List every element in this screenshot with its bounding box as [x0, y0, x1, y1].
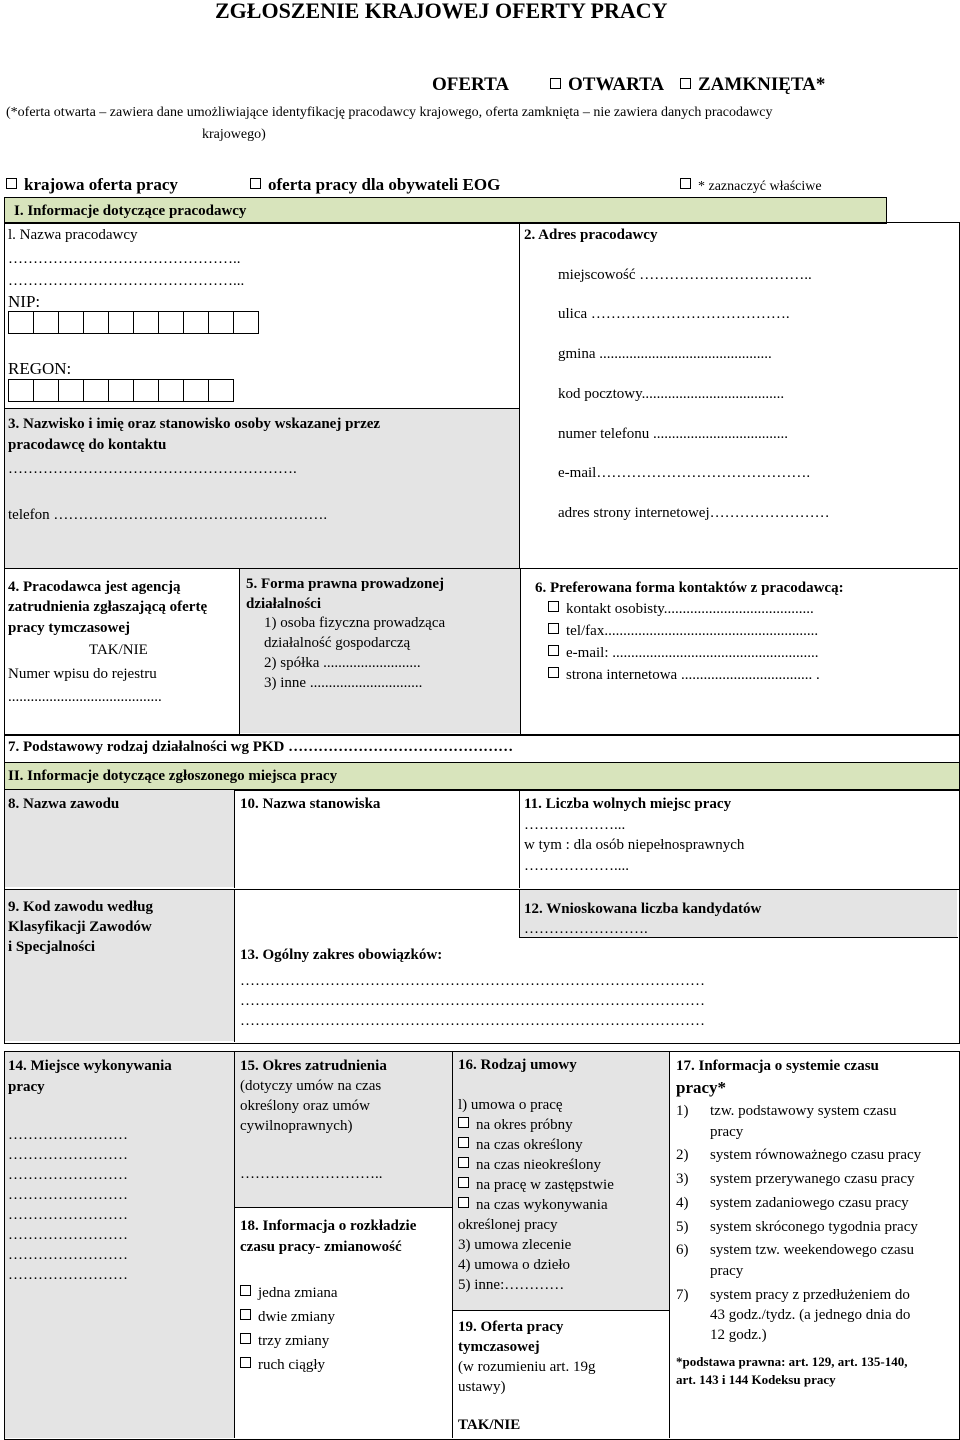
pkd-label[interactable]: 7. Podstawowy rodzaj działalności wg PKD ………………………………………	[8, 739, 514, 755]
work-place-label: pracy	[8, 1079, 45, 1095]
occupation-code-label[interactable]: 9. Kod zawodu według	[8, 899, 154, 915]
mark-note	[680, 177, 822, 196]
divider	[234, 1207, 452, 1208]
employer-address-label: 2. Adres pracodawcy	[524, 227, 658, 243]
duties-dots[interactable]: …………………………………………………………………………………	[240, 993, 705, 1009]
contact-pref-label: 6. Preferowana forma kontaktów z pracodawcą:	[535, 580, 844, 596]
address-city[interactable]: miejscowość ……………………………..	[558, 267, 812, 283]
agency-label: pracy tymczasowej	[8, 620, 131, 636]
shift-label: trzy zmiany	[258, 1333, 330, 1349]
checkbox[interactable]	[240, 1333, 251, 1344]
offer-note-line2: krajowego)	[202, 127, 266, 142]
duties-dots[interactable]: …………………………………………………………………………………	[240, 973, 705, 989]
contract-label: na czas nieokreślony	[476, 1157, 601, 1173]
item-number: 4)	[676, 1195, 689, 1211]
divider	[519, 222, 520, 568]
contract-mandate[interactable]: 3) umowa zlecenie	[458, 1237, 572, 1253]
work-place-dots[interactable]: ……………………	[8, 1187, 128, 1203]
item-label: 12 godz.)	[710, 1327, 767, 1343]
shift-info-label: czasu pracy- zmianowość	[240, 1239, 402, 1255]
vacancies-disabled-label: w tym : dla osób niepełnosprawnych	[524, 837, 745, 853]
employment-period-label: 15. Okres zatrudnienia	[240, 1058, 387, 1074]
vacancies-dots[interactable]: ………………...	[524, 817, 626, 833]
checkbox[interactable]	[240, 1285, 251, 1296]
divider	[239, 568, 240, 734]
divider	[234, 889, 235, 1042]
item-label: system skróconego tygodnia pracy	[710, 1219, 918, 1235]
checkbox-personal[interactable]	[548, 601, 559, 612]
legal-form-option3[interactable]: 3) inne ..............................	[264, 675, 423, 691]
mark-note-label: * zaznaczyć właściwe	[698, 179, 822, 194]
work-time-label: pracy*	[676, 1078, 727, 1097]
checkbox-phone[interactable]	[548, 623, 559, 634]
contract-indefinite[interactable]	[458, 1156, 601, 1175]
checkbox[interactable]	[458, 1177, 469, 1188]
item-label: system równoważnego czasu pracy	[710, 1147, 922, 1163]
pref-label: strona internetowa ................................... .	[566, 667, 820, 683]
employer-name-label: l. Nazwa pracodawcy	[8, 227, 138, 243]
divider	[519, 889, 520, 937]
checkbox-domestic[interactable]	[6, 178, 17, 189]
pref-label: e-mail: .......................................................	[566, 645, 819, 661]
item-number: 1)	[676, 1103, 689, 1119]
profession-label[interactable]: 8. Nazwa zawodu	[8, 796, 120, 812]
contract-work[interactable]: 4) umowa o dzieło	[458, 1257, 571, 1273]
work-place-dots[interactable]: ……………………	[8, 1167, 128, 1183]
contact-person-label: 3. Nazwisko i imię oraz stanowisko osoby wskazanej przez	[8, 416, 381, 432]
work-place-dots[interactable]: ……………………	[8, 1247, 128, 1263]
closed-label: ZAMKNIĘTA*	[698, 74, 826, 95]
legal-form-option2[interactable]: 2) spółka ..........................	[264, 655, 421, 671]
nip-cells[interactable]	[8, 311, 258, 334]
temp-offer-note: ustawy)	[458, 1379, 506, 1395]
divider	[669, 1051, 670, 1438]
duties-label: 13. Ogólny zakres obowiązków:	[240, 947, 443, 963]
page-title: ZGŁOSZENIE KRAJOWEJ OFERTY PRACY	[215, 0, 668, 23]
checkbox-closed[interactable]	[680, 78, 691, 89]
divider	[520, 568, 521, 734]
checkbox[interactable]	[458, 1117, 469, 1128]
agency-register-dots[interactable]: .........................................	[8, 689, 162, 705]
shift-label: ruch ciągły	[258, 1357, 326, 1373]
item-label: pracy	[710, 1124, 744, 1140]
vacancies-disabled-dots[interactable]: ………………....	[524, 858, 629, 874]
row-8-11	[4, 789, 960, 890]
shift-info-label: 18. Informacja o rozkładzie	[240, 1218, 417, 1234]
item-label: pracy	[710, 1263, 744, 1279]
employment-period-note: cywilnoprawnych)	[240, 1118, 353, 1134]
offer-label: OFERTA	[432, 74, 510, 95]
position-label[interactable]: 10. Nazwa stanowiska	[240, 796, 381, 812]
temp-offer-label: tymczasowej	[458, 1339, 540, 1355]
work-place-dots[interactable]: ……………………	[8, 1127, 128, 1143]
shift-option-continuous[interactable]	[240, 1356, 325, 1375]
contract-type-label: 16. Rodzaj umowy	[458, 1057, 577, 1073]
shift-option-one[interactable]	[240, 1284, 338, 1303]
candidates-label: 12. Wnioskowana liczba kandydatów	[524, 901, 762, 917]
contract-employment[interactable]: l) umowa o pracę	[458, 1097, 563, 1113]
item-number: 3)	[676, 1171, 689, 1187]
address-postal[interactable]: kod pocztowy......................................	[558, 386, 785, 402]
checkbox[interactable]	[458, 1137, 469, 1148]
contact-pref-personal[interactable]	[548, 600, 814, 619]
checkbox[interactable]	[240, 1309, 251, 1320]
divider	[519, 789, 520, 888]
divider	[234, 789, 235, 888]
section1-title: I. Informacje dotyczące pracodawcy	[14, 203, 247, 219]
item-label: 43 godz./tydz. (a jednego dnia do	[710, 1307, 911, 1323]
item-label: system pracy z przedłużeniem do	[710, 1287, 910, 1303]
regon-cells[interactable]	[8, 379, 233, 402]
item-number: 7)	[676, 1287, 689, 1303]
nip-label: NIP:	[8, 292, 41, 311]
candidates-dots[interactable]: …………………….	[524, 921, 648, 937]
address-website[interactable]: adres strony internetowej……………………	[558, 505, 830, 521]
work-time-label: 17. Informacja o systemie czasu	[676, 1058, 879, 1074]
item-label: system tzw. weekendowego czasu	[710, 1242, 914, 1258]
item-label: system zadaniowego czasu pracy	[710, 1195, 909, 1211]
open-label: OTWARTA	[568, 74, 665, 95]
contact-pref-phone[interactable]	[548, 622, 818, 641]
item-number: 2)	[676, 1147, 689, 1163]
eog-offer-label: oferta pracy dla obywateli EOG	[268, 175, 501, 194]
work-place-dots[interactable]: ……………………	[8, 1207, 128, 1223]
checkbox-open[interactable]	[550, 78, 561, 89]
employer-name-dots[interactable]: ………………………………………..	[8, 251, 241, 267]
checkbox[interactable]	[458, 1157, 469, 1168]
work-place-dots[interactable]: ……………………	[8, 1227, 128, 1243]
domestic-offer-label: krajowa oferta pracy	[24, 175, 178, 194]
contract-label: na czas określony	[476, 1137, 583, 1153]
shift-label: jedna zmiana	[258, 1285, 338, 1301]
offer-closed-option[interactable]	[680, 74, 825, 96]
occupation-code-label[interactable]: i Specjalności	[8, 939, 96, 955]
legal-form-option1[interactable]: 1) osoba fizyczna prowadząca	[264, 615, 446, 631]
contract-label: na pracę w zastępstwie	[476, 1177, 614, 1193]
agency-register-label: Numer wpisu do rejestru	[8, 666, 157, 682]
employer-name-dots[interactable]: ………………………………………...	[8, 273, 245, 289]
checkbox-website[interactable]	[548, 667, 559, 678]
employment-period-note: określony oraz umów	[240, 1098, 370, 1114]
employment-period-note: (dotyczy umów na czas	[240, 1078, 382, 1094]
contract-trial[interactable]	[458, 1116, 573, 1135]
divider	[452, 1051, 453, 1438]
legal-basis-note: art. 143 i 144 Kodeksu pracy	[676, 1372, 836, 1387]
address-email[interactable]: e-mail…………………………………….	[558, 465, 811, 481]
temp-offer-label: 19. Oferta pracy	[458, 1319, 564, 1335]
work-place-dots[interactable]: ……………………	[8, 1147, 128, 1163]
divider	[234, 1051, 235, 1438]
legal-form-label: 5. Forma prawna prowadzonej	[246, 576, 445, 592]
item-label: system przerywanego czasu pracy	[710, 1171, 915, 1187]
eog-offer-option[interactable]	[250, 175, 500, 194]
checkbox[interactable]	[240, 1357, 251, 1368]
divider	[5, 408, 519, 409]
agency-label: 4. Pracodawca jest agencją	[8, 579, 181, 595]
checkbox-email[interactable]	[548, 645, 559, 656]
divider	[452, 1310, 669, 1311]
checkbox[interactable]	[458, 1197, 469, 1208]
temp-offer-note: (w rozumieniu art. 19g	[458, 1359, 596, 1375]
contract-task[interactable]	[458, 1196, 608, 1215]
temp-offer-yes-no[interactable]: TAK/NIE	[458, 1417, 521, 1433]
contract-fixed[interactable]	[458, 1136, 583, 1155]
contract-label: na czas wykonywania	[476, 1197, 608, 1213]
address-commune[interactable]: gmina ..............................................	[558, 346, 772, 362]
item-number: 5)	[676, 1219, 689, 1235]
checkbox-eog[interactable]	[250, 178, 261, 189]
shift-option-two[interactable]	[240, 1308, 335, 1327]
contact-person-label: pracodawcę do kontaktu	[8, 437, 167, 453]
agency-yes-no[interactable]: TAK/NIE	[89, 642, 148, 658]
pref-label: kontakt osobisty........................................	[566, 601, 814, 617]
offer-open-option[interactable]	[550, 74, 664, 96]
contract-task-cont: określonej pracy	[458, 1217, 558, 1233]
legal-form-label: działalności	[246, 596, 322, 612]
legal-basis-note: *podstawa prawna: art. 129, art. 135-140,	[676, 1354, 908, 1369]
contract-label: na okres próbny	[476, 1117, 573, 1133]
offer-note-line1: (*oferta otwarta – zawiera dane umożliwiające identyfikację pracodawcy krajowego, oferta zamknięta – nie zawiera danych pracodawcy	[6, 105, 773, 120]
contact-pref-email[interactable]	[548, 644, 818, 663]
occupation-code-label[interactable]: Klasyfikacji Zawodów	[8, 919, 152, 935]
contract-substitute[interactable]	[458, 1176, 614, 1195]
domestic-offer-option[interactable]	[6, 175, 178, 194]
work-place-dots[interactable]: ……………………	[8, 1267, 128, 1283]
pref-label: tel/fax.........................................................	[566, 623, 819, 639]
regon-label: REGON:	[8, 359, 72, 378]
item-number: 6)	[676, 1242, 689, 1258]
duties-dots[interactable]: …………………………………………………………………………………	[240, 1013, 705, 1029]
section2-title: II. Informacje dotyczące zgłoszonego miejsca pracy	[8, 768, 338, 784]
contact-person-dots[interactable]: ………………………………………………….	[8, 461, 297, 477]
shift-option-three[interactable]	[240, 1332, 329, 1351]
checkbox-icon	[680, 178, 691, 189]
shift-label: dwie zmiany	[258, 1309, 336, 1325]
address-street[interactable]: ulica ………………………………….	[558, 306, 790, 322]
contact-pref-website[interactable]	[548, 666, 820, 685]
legal-form-option1[interactable]: działalność gospodarczą	[264, 635, 411, 651]
vacancies-label: 11. Liczba wolnych miejsc pracy	[524, 796, 732, 812]
contract-other[interactable]: 5) inne:…………	[458, 1277, 565, 1293]
item-label: tzw. podstawowy system czasu	[710, 1103, 897, 1119]
address-phone[interactable]: numer telefonu ....................................	[558, 426, 788, 442]
agency-label: zatrudnienia zgłaszającą ofertę	[8, 599, 208, 615]
employment-period-dots[interactable]: ………………………..	[240, 1166, 383, 1182]
work-place-label: 14. Miejsce wykonywania	[8, 1058, 172, 1074]
contact-phone[interactable]: telefon ……………………………………………….	[8, 507, 328, 523]
